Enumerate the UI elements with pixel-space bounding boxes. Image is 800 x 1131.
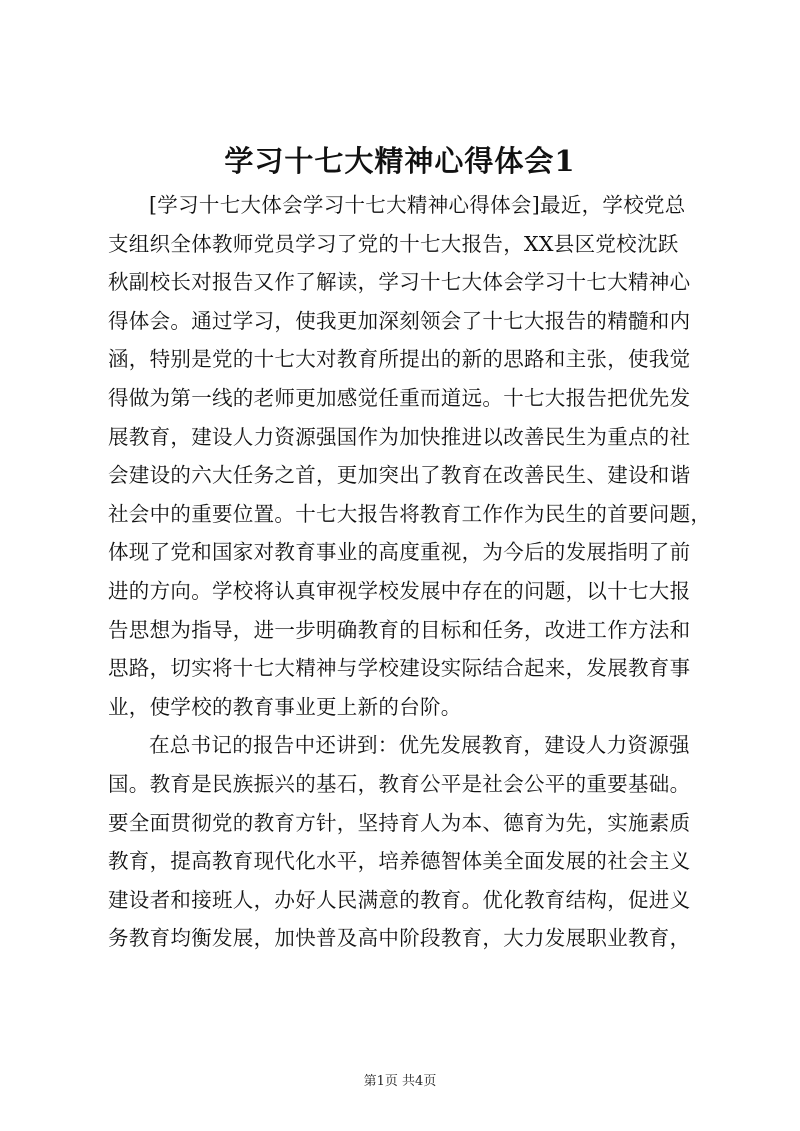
paragraph-line: 会建设的六大任务之首，更加突出了教育在改善民生、建设和谐	[108, 463, 691, 488]
paragraph-2	[108, 726, 708, 958]
paragraph-line: 支组织全体教师党员学习了党的十七大报告，XX县区党校沈跃	[108, 231, 679, 256]
paragraph-line: 国。教育是民族振兴的基石，教育公平是社会公平的重要基础。	[108, 771, 691, 796]
paragraph-line: 思路，切实将十七大精神与学校建设实际结合起来，发展教育事	[108, 656, 691, 681]
paragraph-line: 务教育均衡发展，加快普及高中阶段教育，大力发展职业教育，	[108, 926, 691, 951]
document-body	[108, 186, 712, 958]
paragraph-line: 进的方向。学校将认真审视学校发展中存在的问题，以十七大报	[108, 578, 691, 603]
paragraph-line: 得做为第一线的老师更加感觉任重而道远。十七大报告把优先发	[108, 385, 691, 410]
paragraph-line: 展教育，建设人力资源强国作为加快推进以改善民生为重点的社	[108, 424, 691, 449]
paragraph-line: 社会中的重要位置。十七大报告将教育工作作为民生的首要问题，	[108, 501, 712, 526]
paragraph-line: [学习十七大体会学习十七大精神心得体会]最近，学校党总	[149, 193, 686, 217]
paragraph-line: 告思想为指导，进一步明确教育的目标和任务，改进工作方法和	[108, 617, 691, 642]
document-title: 学习十七大精神心得体会1	[224, 144, 576, 178]
paragraph-line: 体现了党和国家对教育事业的高度重视，为今后的发展指明了前	[108, 540, 691, 565]
paragraph-line: 要全面贯彻党的教育方针，坚持育人为本、德育为先，实施素质	[108, 810, 691, 835]
paragraph-1	[108, 186, 712, 726]
paragraph-line: 秋副校长对报告又作了解读，学习十七大体会学习十七大精神心	[108, 270, 691, 295]
paragraph-line: 建设者和接班人，办好人民满意的教育。优化教育结构，促进义	[108, 887, 691, 912]
paragraph-line: 在总书记的报告中还讲到：优先发展教育，建设人力资源强	[149, 733, 690, 758]
paragraph-line: 得体会。通过学习，使我更加深刻领会了十七大报告的精髓和内	[108, 308, 691, 333]
paragraph-line: 业，使学校的教育事业更上新的台阶。	[108, 694, 462, 719]
paragraph-line: 涵，特别是党的十七大对教育所提出的新的思路和主张，使我觉	[108, 347, 691, 372]
paragraph-line: 教育，提高教育现代化水平，培养德智体美全面发展的社会主义	[108, 849, 691, 874]
page-footer: 第1页 共4页	[363, 1074, 437, 1089]
